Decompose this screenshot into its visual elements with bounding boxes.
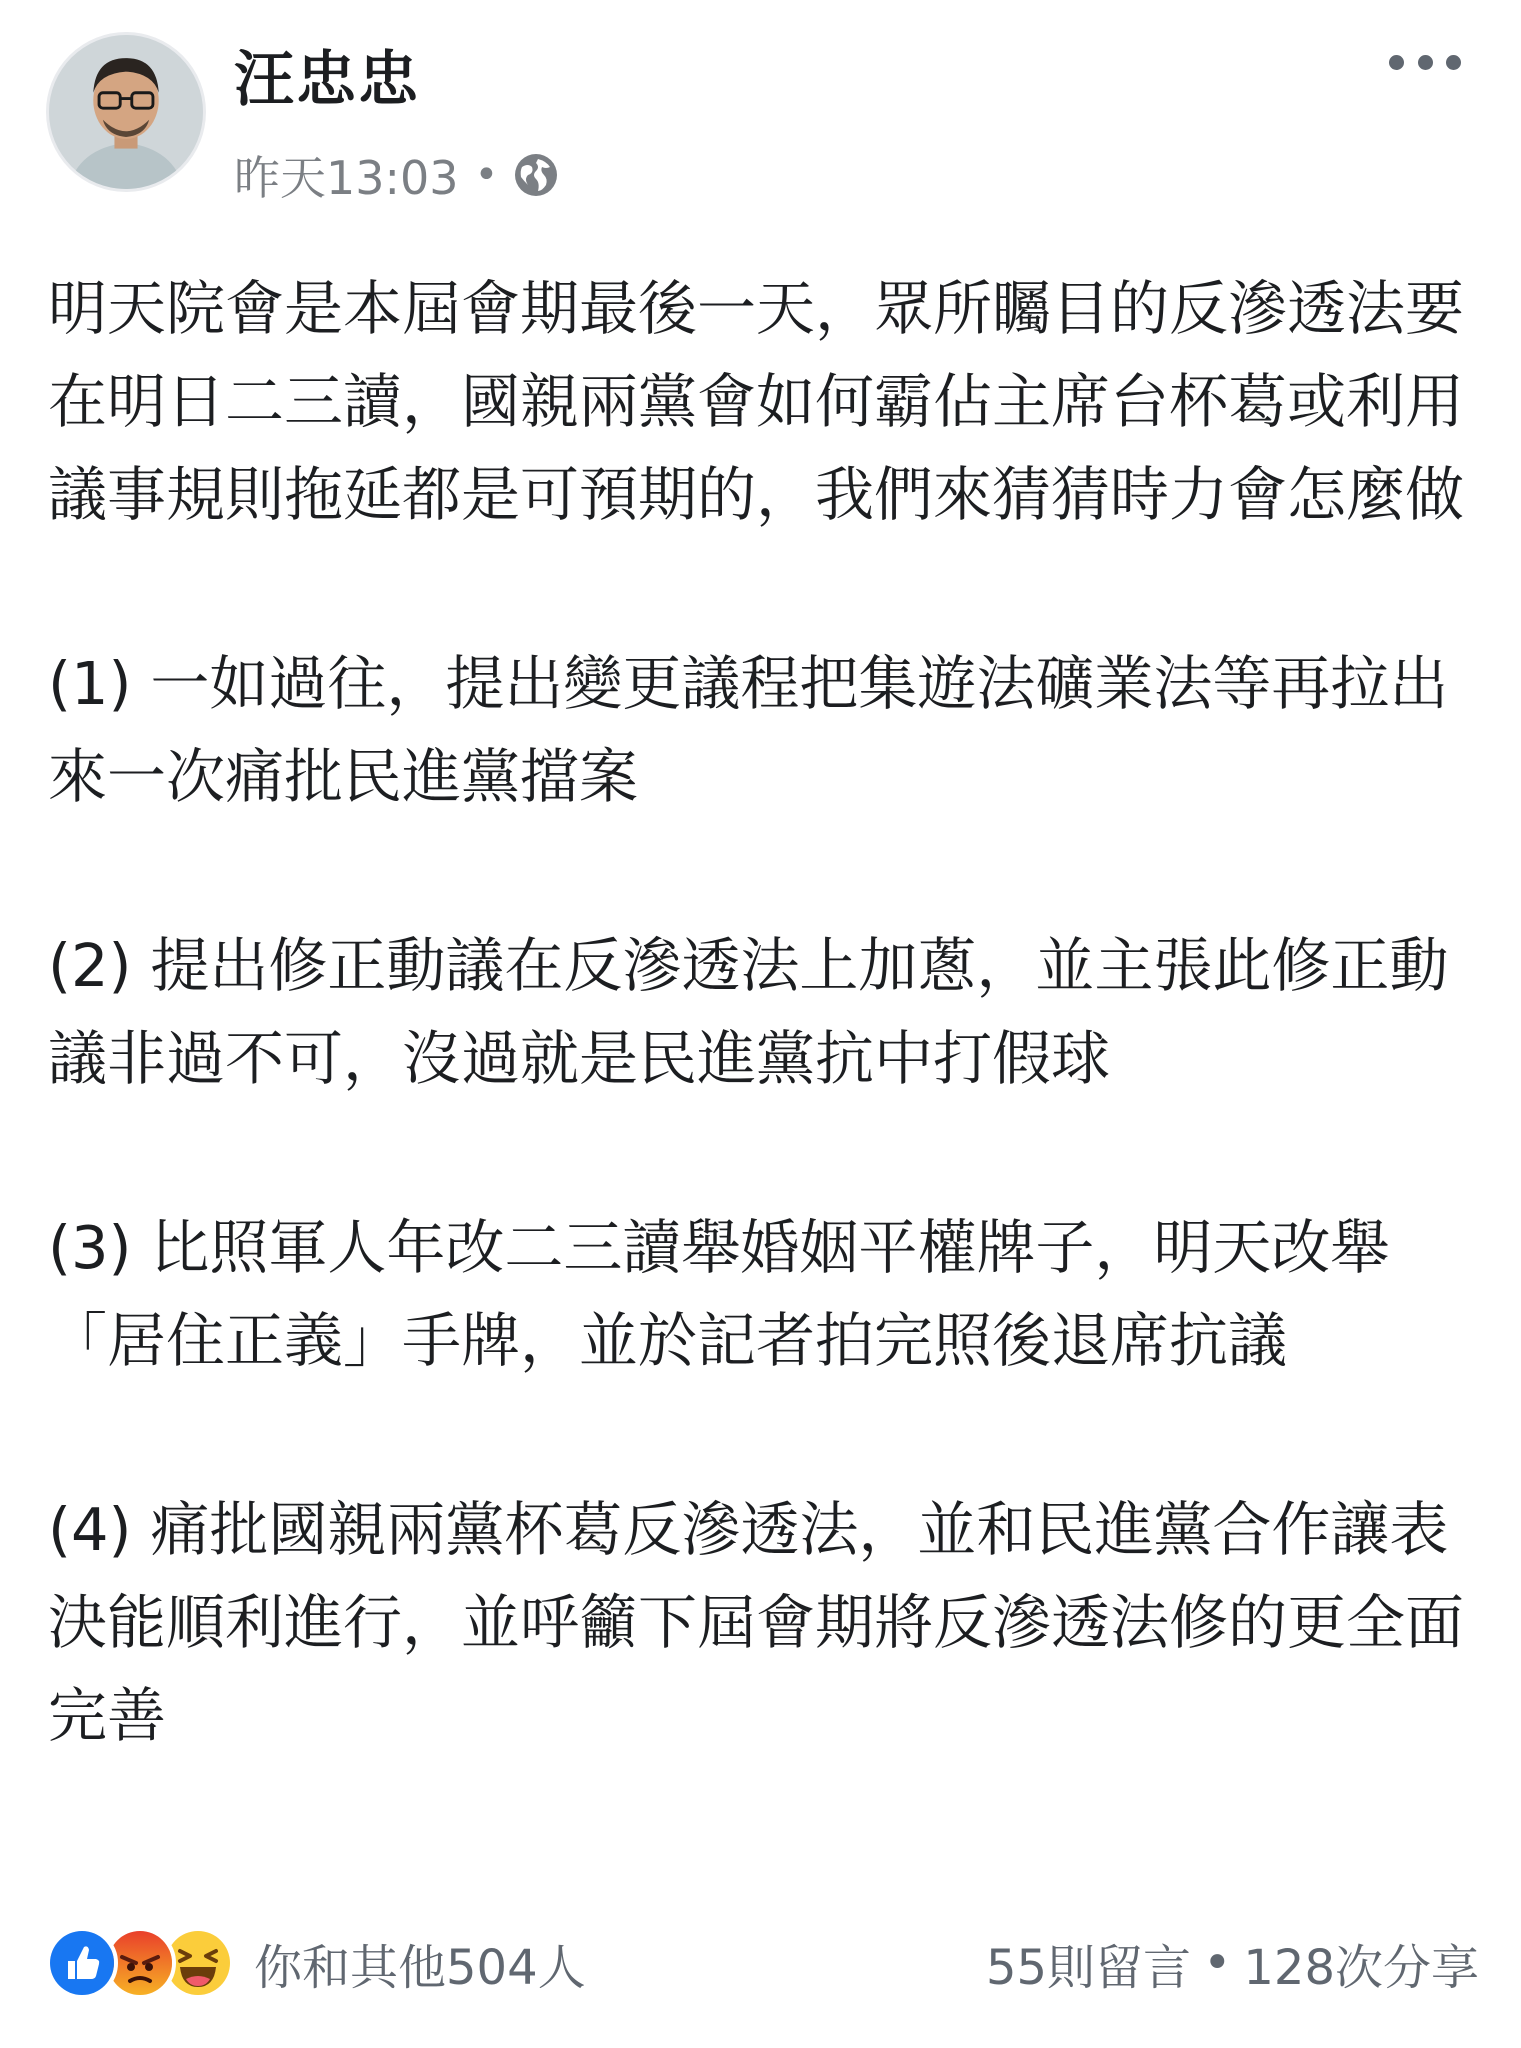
shares-count[interactable]: 128次分享	[1243, 1939, 1479, 1996]
post-paragraph: (2) 提出修正動議在反滲透法上加蔥，並主張此修正動議非過不可，沒過就是民進黨抗中打假球	[48, 931, 1449, 1093]
avatar-image	[49, 35, 203, 189]
engagement-stats	[986, 1928, 1479, 1998]
more-dot-icon	[1418, 55, 1433, 70]
more-dot-icon	[1446, 55, 1461, 70]
post-paragraph: (1) 一如過往，提出變更議程把集遊法礦業法等再拉出來一次痛批民進黨擋案	[48, 649, 1449, 811]
post-body	[48, 262, 1488, 1762]
post-timestamp[interactable]: 昨天13:03	[234, 151, 459, 205]
avatar[interactable]	[46, 32, 206, 192]
more-dot-icon	[1389, 55, 1404, 70]
post-meta	[234, 142, 560, 208]
meta-separator: •	[474, 152, 499, 198]
more-options-button[interactable]	[1389, 44, 1461, 80]
comments-count[interactable]: 55則留言	[985, 1939, 1192, 1996]
post-paragraph: (3) 比照軍人年改二三讀舉婚姻平權牌子，明天改舉「居住正義」手牌，並於記者拍完照後退席抗議	[48, 1213, 1390, 1375]
stats-separator: •	[1203, 1935, 1232, 1991]
post-footer	[0, 1920, 1521, 2010]
author-name[interactable]: 汪忠忠	[234, 45, 420, 115]
post-paragraph: 明天院會是本屆會期最後一天，眾所矚目的反滲透法要在明日二三讀，國親兩黨會如何霸佔主席台杯葛或利用議事規則拖延都是可預期的，我們來猜猜時力會怎麼做	[48, 274, 1465, 529]
reactions-summary[interactable]	[46, 1928, 586, 1998]
post-paragraph: (4) 痛批國親兩黨杯葛反滲透法，並和民進黨合作讓表決能順利進行，並呼籲下屆會期將反滲透法修的更全面完善	[48, 1495, 1465, 1750]
post-header	[0, 0, 1521, 230]
globe-icon[interactable]	[512, 151, 560, 199]
reactions-count[interactable]: 你和其他504人	[254, 1939, 586, 1996]
like-reaction-icon	[46, 1927, 118, 1999]
